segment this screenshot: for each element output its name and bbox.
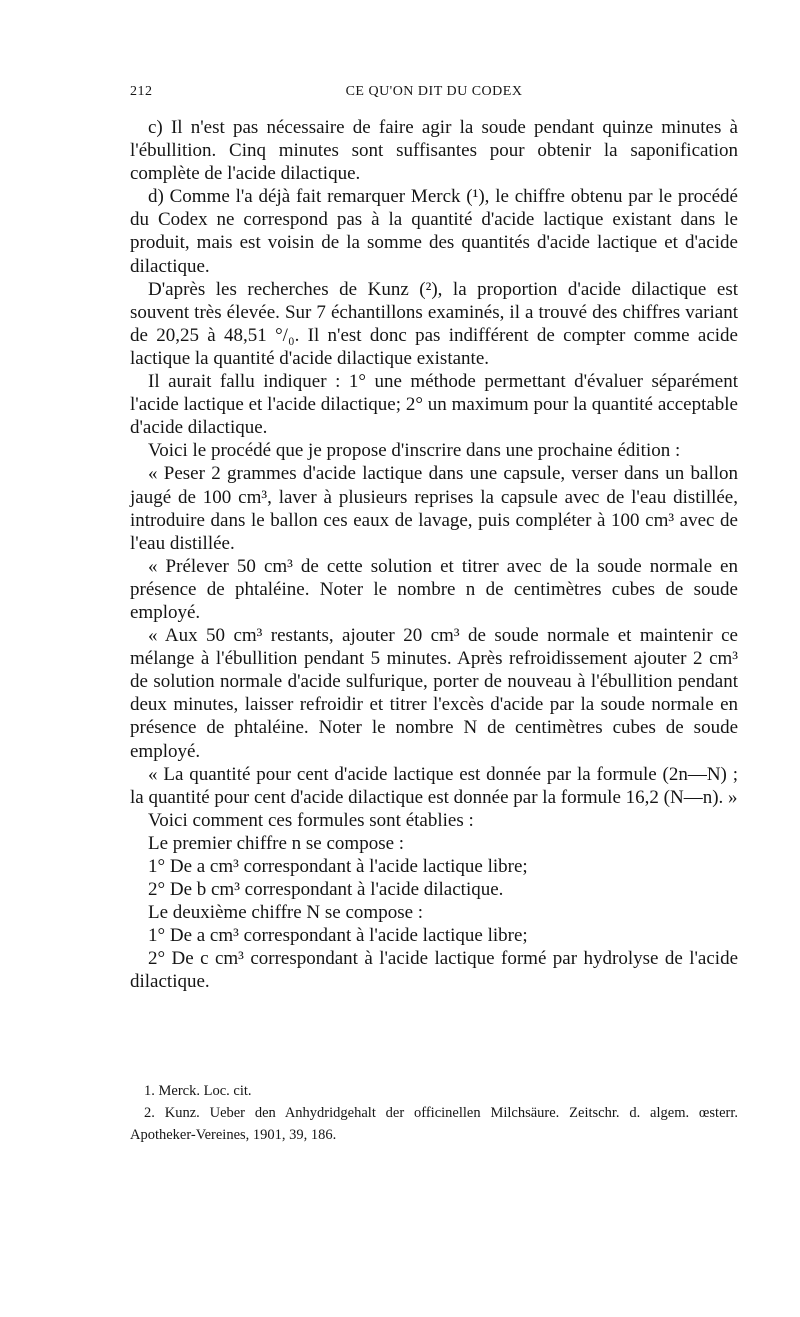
- paragraph: « Peser 2 grammes d'acide lactique dans une capsule, verser dans un ballon jaugé de 100 cm³, laver à plusieurs reprises la capsule avec de l'eau distillée, introduire dans le ballon ces eaux de lavage, puis compléter à 100 cm³ avec de l'eau distillée.: [130, 463, 738, 554]
- paragraph: 1° De a cm³ correspondant à l'acide lactique libre;: [148, 856, 528, 877]
- footnote: 1. Merck. Loc. cit.: [144, 1083, 252, 1099]
- paragraph: « La quantité pour cent d'acide lactique est donnée par la formule (2n—N) ; la quantité pour cent d'acide dilactique est donnée par la formule 16,2 (N—n). »: [130, 763, 738, 808]
- paragraph: 1° De a cm³ correspondant à l'acide lactique libre;: [148, 925, 528, 947]
- footnotes: [130, 1080, 738, 1146]
- paragraph: Le premier chiffre n se compose :: [148, 832, 405, 854]
- footnote: 2. Kunz. Ueber den Anhydridgehalt der officinellen Milchsäure. Zeitschr. d. algem. œsterr. Apotheker-Vereines, 1901, 39, 186.: [130, 1105, 738, 1143]
- paragraph: d) Comme l'a déjà fait remarquer Merck (¹), le chiffre obtenu par le procédé du Codex ne correspond pas à la quantité d'acide lactique existant dans le produit, mais est voisin de la somme des quantités d'acide lactique et d'acide dilactique.: [130, 186, 738, 277]
- paragraph: Le deuxième chiffre N se compose :: [148, 902, 424, 924]
- paragraph: Voici le procédé que je propose d'inscrire dans une prochaine édition :: [148, 440, 681, 462]
- paragraph: c) Il n'est pas nécessaire de faire agir la soude pendant quinze minutes à l'ébullition. Cinq minutes sont suffisantes pour obtenir la saponification complète de l'acide dilactique.: [130, 117, 738, 185]
- paragraph: Il aurait fallu indiquer : 1° une méthode permettant d'évaluer séparément l'acide lactique et l'acide dilactique; 2° un maximum pour la quantité acceptable d'acide dilactique.: [130, 371, 738, 439]
- page-number: 212: [130, 84, 153, 99]
- paragraph: D'après les recherches de Kunz (²), la proportion d'acide dilactique est souvent très élevée. Sur 7 échantillons examinés, il a trouvé des chiffres variant de 20,25 à 48,51 °/₀. Il n'est donc pas indifférent de compter comme acide lactique la quantité d'acide dilactique existante.: [130, 278, 738, 369]
- paragraph: Voici comment ces formules sont établies :: [148, 809, 474, 831]
- paragraph: 2° De b cm³ correspondant à l'acide dilactique.: [148, 879, 504, 901]
- body-text: [130, 116, 738, 994]
- paragraph: « Prélever 50 cm³ de cette solution et titrer avec de la soude normale en présence de phtaléine. Noter le nombre n de centimètres cubes de soude employé.: [130, 555, 738, 623]
- running-header: [130, 84, 738, 108]
- paragraph: « Aux 50 cm³ restants, ajouter 20 cm³ de soude normale et maintenir ce mélange à l'ébullition pendant 5 minutes. Après refroidissement ajouter 2 cm³ de solution normale d'acide sulfurique, porter de nouveau à l'ébullition pendant deux minutes, laisser refroidir et titrer l'excès d'acide par la soude normale en présence de phtaléine. Noter le nombre N de centimètres cubes de soude employé.: [130, 625, 738, 762]
- running-title: CE QU'ON DIT DU CODEX: [345, 84, 523, 99]
- paragraph: 2° De c cm³ correspondant à l'acide lactique formé par hydrolyse de l'acide dilactique.: [130, 948, 738, 993]
